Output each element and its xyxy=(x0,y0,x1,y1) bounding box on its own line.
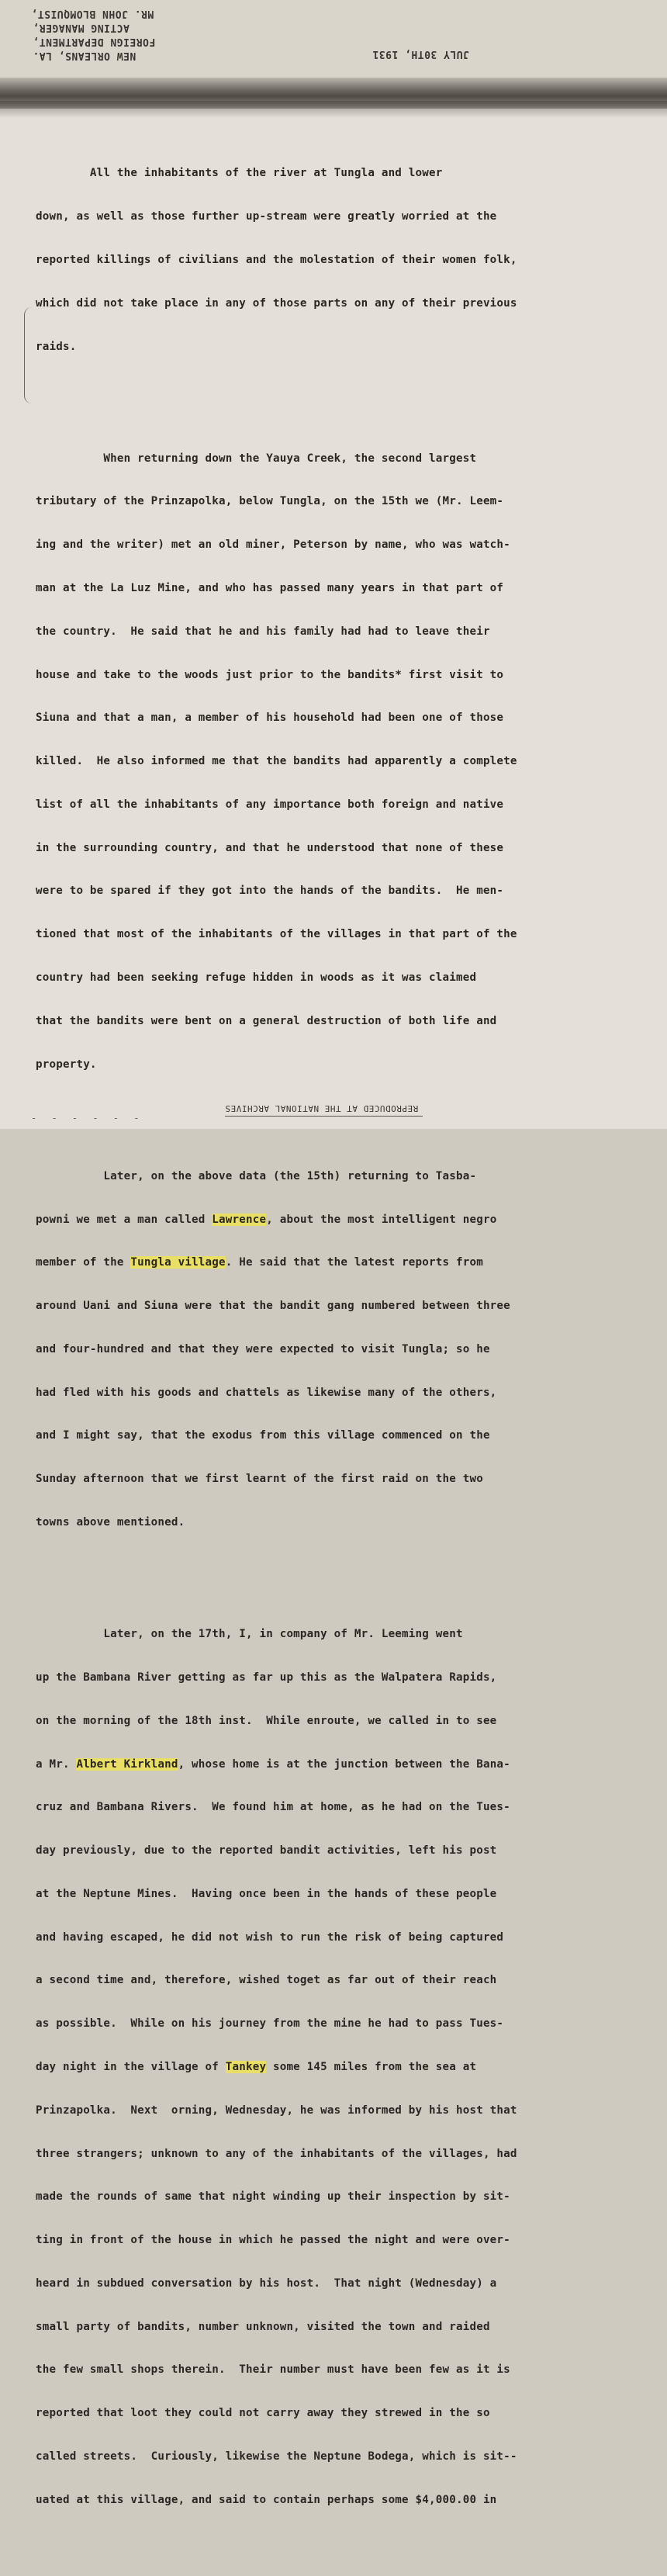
text-line: reported killings of civilians and the molestation of their women folk, xyxy=(36,253,517,266)
mirrored-header-line-1: MR. JOHN BLOMQUIST, xyxy=(31,8,154,19)
text-line: that the bandits were bent on a general destruction of both life and xyxy=(36,1014,497,1027)
text-line: made the rounds of same that night winding up their inspection by sit- xyxy=(36,2190,510,2204)
text-line: cruz and Bambana Rivers. We found him at home, as he had on the Tues- xyxy=(36,1801,510,1814)
text-line: the country. He said that he and his family had had to leave their xyxy=(36,625,490,638)
archive-stamp-mirrored: REPRODUCED AT THE NATIONAL ARCHIVES xyxy=(225,1103,419,1113)
highlighted-name: Albert Kirkland xyxy=(76,1757,178,1771)
text-line: country had been seeking refuge hidden in woods as it was claimed xyxy=(36,971,477,985)
text-line: All the inhabitants of the river at Tungla and lower xyxy=(36,167,443,180)
text-line: up the Bambana River getting as far up this as the Walpatera Rapids, xyxy=(36,1671,497,1684)
text-line: on the morning of the 18th inst. While enroute, we called in to see xyxy=(36,1714,497,1727)
mirrored-date: JULY 30TH, 1931 xyxy=(372,48,469,60)
text-line: heard in subdued conversation by his host. That night (Wednesday) a xyxy=(36,2277,497,2290)
text-line: day previously, due to the reported bandit activities, left his post xyxy=(36,1844,497,1858)
text-line: raids. xyxy=(36,340,77,353)
text-line: list of all the inhabitants of any importance both foreign and native xyxy=(36,798,504,811)
text-line: a Mr. Albert Kirkland, whose home is at the junction between the Bana- xyxy=(36,1757,510,1771)
text-line: had fled with his goods and chattels as likewise many of the others, xyxy=(36,1386,497,1399)
mirrored-header-line-4: NEW ORLEANS, LA. xyxy=(33,50,137,61)
text-line: man at the La Luz Mine, and who has passed many years in that part of xyxy=(36,582,504,594)
text-line: Siuna and that a man, a member of his household had been one of those xyxy=(36,712,504,725)
archive-stamp-rule xyxy=(225,1116,423,1117)
highlighted-name: Tankey xyxy=(225,2060,267,2073)
text-line: which did not take place in any of those parts on any of their previous xyxy=(36,296,517,310)
text-line: at the Neptune Mines. Having once been in the hands of these people xyxy=(36,1887,497,1900)
text-line: ting in front of the house in which he passed the night and were over- xyxy=(36,2234,510,2247)
mirrored-header-line-3: FOREIGN DEPARTMENT, xyxy=(33,36,156,47)
text-line: Later, on the above data (the 15th) returning to Tasba- xyxy=(36,1169,477,1182)
text-line: Prinzapolka. Next orning, Wednesday, he was informed by his host that xyxy=(36,2103,517,2117)
paragraph-4 xyxy=(36,1598,648,2536)
highlighted-name: Tungla village xyxy=(130,1256,226,1269)
text-line: killed. He also informed me that the bandits had apparently a complete xyxy=(36,755,517,768)
text-line: three strangers; unknown to any of the inhabitants of the villages, had xyxy=(36,2147,517,2160)
text-line: reported that loot they could not carry away they strewed in the so xyxy=(36,2407,490,2420)
text-line: day night in the village of Tankey some 145 miles from the sea at xyxy=(36,2060,477,2073)
text-line: ing and the writer) met an old miner, Peterson by name, who was watch- xyxy=(36,538,510,552)
text-line: member of the Tungla village. He said that the latest reports from xyxy=(36,1256,483,1269)
paragraph-1 xyxy=(36,137,648,383)
text-line: around Uani and Siuna were that the bandit gang numbered between three xyxy=(36,1300,510,1313)
text-line: were to be spared if they got into the hands of the bandits. He men- xyxy=(36,885,504,898)
text-line: and I might say, that the exodus from this village commenced on the xyxy=(36,1429,490,1442)
text-line: and having escaped, he did not wish to run the risk of being captured xyxy=(36,1930,504,1944)
text-line: called streets. Curiously, likewise the Neptune Bodega, which is sit-- xyxy=(36,2450,517,2463)
letter-body xyxy=(36,109,648,2576)
text-line: house and take to the woods just prior to the bandits* first visit to xyxy=(36,668,504,681)
text-line: uated at this village, and said to contain perhaps some $4,000.00 in xyxy=(36,2493,497,2506)
text-line: property. xyxy=(36,1058,97,1071)
text-line: Sunday afternoon that we first learnt of the first raid on the two xyxy=(36,1473,483,1486)
text-line: small party of bandits, number unknown, visited the town and raided xyxy=(36,2320,490,2333)
text-line: tributary of the Prinzapolka, below Tungla, on the 15th we (Mr. Leem- xyxy=(36,495,504,508)
margin-bracket-mark xyxy=(24,307,33,403)
text-line: Later, on the 17th, I, in company of Mr. Leeming went xyxy=(36,1628,463,1641)
bleed-through-header-area xyxy=(0,0,667,78)
text-line: the few small shops therein. Their number must have been few as it is xyxy=(36,2363,510,2377)
text-line: and four-hundred and that they were expected to visit Tungla; so he xyxy=(36,1342,490,1356)
scan-edge-marks: - - - - - - xyxy=(31,1113,144,1124)
text-line: a second time and, therefore, wished toget as far out of their reach xyxy=(36,1974,497,1987)
highlighted-name: Lawrence xyxy=(212,1213,267,1226)
text-line: down, as well as those further up-stream were greatly worried at the xyxy=(36,210,497,223)
text-line: as possible. While on his journey from the mine he had to pass Tues- xyxy=(36,2017,504,2031)
paragraph-2 xyxy=(36,422,648,1100)
text-line: When returning down the Yauya Creek, the second largest xyxy=(36,452,477,465)
text-line: towns above mentioned. xyxy=(36,1516,185,1529)
text-line: powni we met a man called Lawrence, about the most intelligent negro xyxy=(36,1213,497,1226)
text-line: tioned that most of the inhabitants of the villages in that part of the xyxy=(36,928,517,941)
mirrored-header-line-2: ACTING MANAGER, xyxy=(33,22,130,33)
text-line: in the surrounding country, and that he understood that none of these xyxy=(36,841,504,854)
paragraph-3 xyxy=(36,1141,648,1559)
